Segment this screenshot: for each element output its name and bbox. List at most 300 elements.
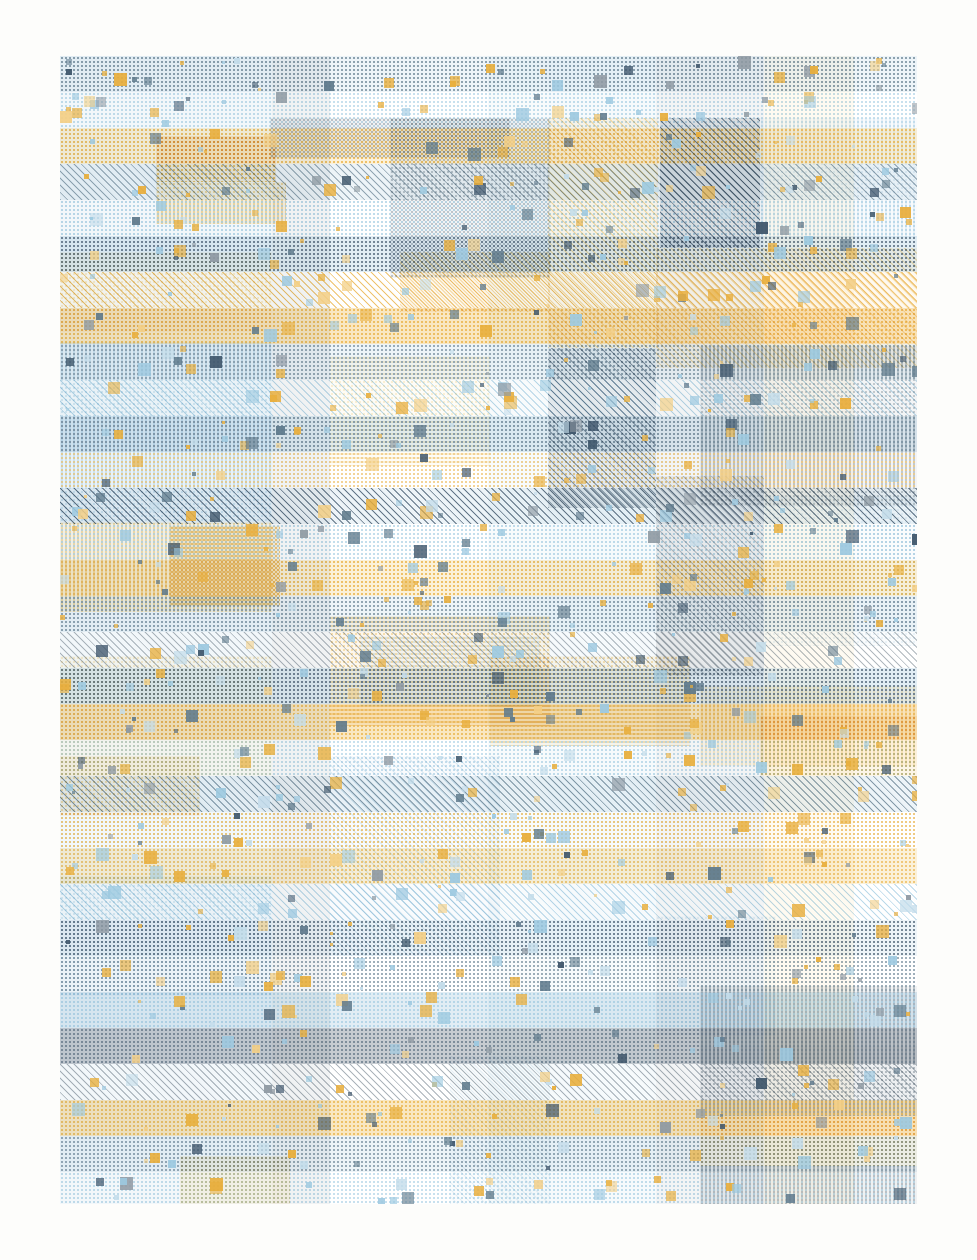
accent-square bbox=[828, 511, 833, 516]
accent-square bbox=[774, 587, 777, 590]
accent-square bbox=[264, 744, 275, 755]
accent-square bbox=[516, 922, 521, 927]
accent-square bbox=[726, 294, 733, 301]
accent-square bbox=[648, 937, 657, 946]
accent-square bbox=[144, 679, 150, 685]
accent-square bbox=[774, 247, 786, 259]
accent-square bbox=[912, 791, 917, 801]
accent-square bbox=[216, 788, 226, 798]
accent-square bbox=[96, 645, 108, 657]
accent-square bbox=[888, 699, 892, 703]
accent-square bbox=[852, 996, 858, 1002]
accent-square bbox=[570, 314, 582, 326]
accent-square bbox=[324, 786, 331, 793]
accent-square bbox=[534, 920, 547, 933]
accent-square bbox=[606, 505, 612, 511]
accent-square bbox=[792, 1103, 798, 1109]
accent-square bbox=[318, 1117, 331, 1130]
accent-square bbox=[300, 669, 308, 677]
accent-square bbox=[846, 279, 856, 289]
accent-square bbox=[648, 531, 660, 543]
accent-square bbox=[408, 314, 414, 320]
accent-square bbox=[288, 909, 297, 918]
accent-square bbox=[60, 111, 72, 123]
accent-square bbox=[558, 422, 569, 433]
accent-square bbox=[96, 313, 103, 320]
accent-square bbox=[810, 528, 816, 534]
accent-square bbox=[360, 987, 363, 990]
accent-square bbox=[186, 511, 196, 521]
accent-square bbox=[720, 469, 732, 481]
accent-square bbox=[126, 725, 133, 732]
accent-square bbox=[198, 147, 203, 152]
accent-square bbox=[336, 227, 340, 231]
accent-square bbox=[114, 430, 123, 439]
accent-square bbox=[168, 1160, 176, 1168]
accent-square bbox=[66, 784, 73, 791]
accent-square bbox=[690, 534, 702, 546]
accent-square bbox=[726, 783, 729, 786]
accent-square bbox=[534, 1034, 541, 1041]
accent-square bbox=[774, 561, 780, 567]
accent-square bbox=[264, 1085, 272, 1093]
accent-square bbox=[870, 1015, 881, 1026]
accent-square bbox=[66, 69, 72, 75]
accent-square bbox=[480, 284, 486, 290]
accent-square bbox=[78, 764, 83, 769]
accent-square bbox=[456, 969, 464, 977]
accent-square bbox=[522, 209, 533, 220]
accent-square bbox=[570, 420, 582, 432]
accent-square bbox=[90, 274, 95, 279]
accent-square bbox=[588, 360, 599, 371]
accent-square bbox=[90, 217, 93, 220]
accent-square bbox=[222, 436, 228, 442]
accent-square bbox=[756, 153, 761, 158]
accent-square bbox=[540, 69, 545, 74]
accent-square bbox=[864, 496, 874, 506]
accent-square bbox=[864, 745, 868, 749]
accent-square bbox=[822, 840, 826, 844]
accent-square bbox=[558, 962, 564, 968]
accent-square bbox=[366, 458, 379, 471]
accent-square bbox=[360, 623, 364, 627]
accent-square bbox=[804, 96, 816, 108]
accent-square bbox=[570, 112, 579, 121]
accent-square bbox=[900, 840, 906, 846]
accent-square bbox=[786, 186, 793, 193]
accent-square bbox=[72, 526, 77, 531]
accent-square bbox=[594, 1189, 605, 1200]
accent-square bbox=[444, 240, 455, 251]
accent-square bbox=[876, 925, 889, 938]
accent-square bbox=[684, 493, 696, 505]
accent-square bbox=[840, 729, 849, 738]
accent-square bbox=[720, 1136, 724, 1140]
accent-square bbox=[900, 356, 906, 362]
accent-square bbox=[258, 248, 270, 260]
accent-square bbox=[684, 383, 689, 388]
accent-square bbox=[780, 1048, 793, 1061]
accent-square bbox=[894, 1188, 906, 1200]
accent-square bbox=[552, 1086, 556, 1090]
accent-square bbox=[888, 573, 892, 577]
accent-square bbox=[660, 583, 671, 594]
accent-square bbox=[150, 1013, 156, 1019]
accent-square bbox=[276, 971, 285, 980]
accent-square bbox=[720, 361, 723, 364]
accent-square bbox=[240, 747, 249, 756]
accent-square bbox=[660, 1122, 671, 1133]
accent-square bbox=[612, 1030, 619, 1037]
accent-square bbox=[912, 585, 917, 592]
accent-square bbox=[138, 841, 142, 845]
accent-square bbox=[786, 136, 795, 145]
accent-square bbox=[192, 439, 198, 445]
accent-square bbox=[276, 785, 280, 789]
accent-square bbox=[612, 901, 625, 914]
accent-square bbox=[432, 470, 442, 480]
accent-square bbox=[822, 828, 828, 834]
accent-square bbox=[516, 994, 527, 1005]
accent-square bbox=[138, 363, 151, 376]
accent-square bbox=[528, 816, 532, 820]
accent-square bbox=[744, 592, 747, 595]
accent-square bbox=[504, 708, 513, 717]
accent-square bbox=[912, 534, 917, 545]
accent-square bbox=[426, 142, 438, 154]
accent-square bbox=[588, 970, 593, 975]
accent-square bbox=[672, 633, 675, 636]
accent-square bbox=[132, 456, 143, 467]
accent-square bbox=[564, 852, 570, 858]
accent-square bbox=[594, 168, 603, 177]
accent-square bbox=[264, 547, 268, 551]
accent-square bbox=[420, 578, 428, 586]
accent-square bbox=[762, 578, 766, 582]
accent-square bbox=[198, 650, 204, 656]
accent-square bbox=[690, 1048, 695, 1053]
accent-square bbox=[204, 150, 207, 153]
accent-square bbox=[834, 657, 842, 665]
accent-square bbox=[174, 996, 185, 1007]
accent-square bbox=[870, 900, 879, 909]
accent-square bbox=[768, 393, 780, 405]
accent-square bbox=[588, 387, 591, 390]
accent-square bbox=[270, 391, 281, 402]
accent-square bbox=[726, 185, 730, 189]
accent-square bbox=[492, 251, 504, 263]
accent-square bbox=[756, 222, 768, 234]
accent-square bbox=[384, 597, 389, 602]
accent-square bbox=[300, 530, 308, 538]
accent-square bbox=[726, 920, 734, 928]
accent-square bbox=[570, 632, 575, 637]
accent-square bbox=[888, 956, 897, 965]
accent-square bbox=[342, 511, 351, 520]
accent-square bbox=[498, 618, 507, 627]
accent-square bbox=[564, 138, 573, 147]
accent-square bbox=[780, 508, 785, 513]
accent-square bbox=[102, 968, 111, 977]
accent-square bbox=[462, 381, 474, 393]
accent-square bbox=[192, 224, 199, 231]
accent-square bbox=[558, 831, 570, 843]
accent-square bbox=[666, 872, 674, 880]
accent-square bbox=[78, 509, 88, 519]
accent-square bbox=[714, 394, 723, 403]
accent-square bbox=[912, 776, 917, 784]
accent-square bbox=[798, 1065, 809, 1076]
accent-square bbox=[858, 791, 869, 802]
accent-square bbox=[834, 740, 842, 748]
accent-square bbox=[858, 978, 862, 982]
accent-square bbox=[666, 1191, 676, 1201]
accent-square bbox=[840, 398, 851, 409]
accent-square bbox=[774, 935, 787, 948]
accent-square bbox=[870, 212, 875, 217]
accent-square bbox=[150, 866, 163, 879]
accent-square bbox=[468, 655, 477, 664]
accent-square bbox=[420, 591, 424, 595]
mark-layer bbox=[60, 56, 917, 1204]
accent-square bbox=[252, 210, 258, 216]
accent-square bbox=[288, 1150, 296, 1158]
accent-square bbox=[450, 76, 460, 86]
accent-square bbox=[480, 383, 484, 387]
accent-square bbox=[684, 461, 692, 469]
accent-square bbox=[258, 796, 270, 808]
accent-square bbox=[552, 106, 564, 118]
accent-square bbox=[222, 421, 225, 424]
accent-square bbox=[252, 327, 259, 334]
accent-square bbox=[78, 757, 85, 764]
accent-square bbox=[390, 924, 395, 929]
accent-square bbox=[282, 322, 295, 335]
accent-square bbox=[726, 993, 732, 999]
accent-square bbox=[60, 575, 69, 584]
accent-square bbox=[690, 719, 699, 728]
accent-square bbox=[138, 186, 146, 194]
accent-square bbox=[606, 328, 615, 337]
accent-square bbox=[564, 358, 568, 362]
accent-square bbox=[804, 1083, 809, 1088]
accent-square bbox=[804, 838, 809, 843]
accent-square bbox=[726, 887, 732, 893]
accent-square bbox=[672, 575, 681, 584]
accent-square bbox=[882, 348, 886, 352]
accent-square bbox=[432, 1076, 443, 1087]
accent-square bbox=[210, 971, 222, 983]
accent-square bbox=[876, 620, 883, 627]
accent-square bbox=[330, 777, 342, 789]
accent-square bbox=[858, 1146, 868, 1156]
accent-square bbox=[438, 562, 448, 572]
accent-square bbox=[798, 1156, 811, 1169]
accent-square bbox=[234, 813, 240, 819]
accent-square bbox=[234, 838, 243, 847]
accent-square bbox=[894, 565, 904, 575]
accent-square bbox=[624, 316, 628, 320]
accent-square bbox=[360, 309, 372, 321]
accent-square bbox=[90, 139, 95, 144]
accent-square bbox=[726, 428, 735, 437]
accent-square bbox=[108, 766, 116, 774]
accent-square bbox=[174, 101, 184, 111]
accent-square bbox=[846, 863, 850, 867]
accent-square bbox=[864, 1071, 875, 1082]
accent-square bbox=[348, 634, 353, 639]
accent-square bbox=[96, 1178, 104, 1186]
accent-square bbox=[156, 562, 161, 567]
accent-square bbox=[462, 539, 470, 547]
accent-square bbox=[66, 59, 72, 65]
accent-square bbox=[882, 180, 890, 188]
accent-square bbox=[498, 529, 505, 536]
accent-square bbox=[72, 93, 79, 100]
accent-square bbox=[222, 61, 225, 64]
accent-square bbox=[546, 715, 555, 724]
accent-square bbox=[258, 921, 268, 931]
accent-square bbox=[864, 1156, 870, 1162]
accent-square bbox=[822, 686, 829, 693]
accent-square bbox=[666, 81, 674, 89]
accent-square bbox=[66, 358, 74, 366]
accent-square bbox=[144, 1159, 148, 1163]
accent-square bbox=[864, 616, 869, 621]
accent-square bbox=[738, 56, 751, 69]
accent-square bbox=[624, 261, 628, 265]
accent-square bbox=[408, 1139, 412, 1143]
accent-square bbox=[156, 201, 166, 211]
accent-square bbox=[870, 188, 879, 197]
accent-square bbox=[186, 193, 190, 197]
accent-square bbox=[318, 1104, 322, 1108]
accent-square bbox=[606, 97, 613, 104]
accent-square bbox=[324, 81, 334, 91]
accent-square bbox=[642, 435, 648, 441]
accent-square bbox=[786, 1194, 795, 1203]
accent-square bbox=[474, 1186, 484, 1196]
accent-square bbox=[186, 1114, 198, 1126]
accent-square bbox=[654, 1044, 659, 1049]
accent-square bbox=[846, 967, 854, 975]
accent-square bbox=[600, 966, 610, 976]
accent-square bbox=[150, 1153, 160, 1163]
accent-square bbox=[792, 978, 798, 984]
accent-square bbox=[174, 729, 178, 733]
accent-square bbox=[768, 282, 776, 290]
accent-square bbox=[804, 965, 808, 969]
accent-square bbox=[288, 895, 295, 902]
accent-square bbox=[378, 659, 386, 667]
accent-square bbox=[534, 476, 545, 487]
accent-square bbox=[348, 922, 352, 926]
accent-square bbox=[372, 896, 376, 900]
accent-square bbox=[234, 927, 247, 940]
accent-square bbox=[540, 767, 548, 775]
accent-square bbox=[174, 357, 182, 365]
accent-square bbox=[708, 1116, 718, 1126]
accent-square bbox=[420, 187, 427, 194]
accent-square bbox=[246, 641, 254, 649]
accent-square bbox=[888, 471, 899, 482]
accent-square bbox=[552, 80, 563, 91]
accent-square bbox=[60, 615, 65, 620]
accent-square bbox=[72, 791, 75, 794]
accent-square bbox=[210, 1182, 222, 1194]
accent-square bbox=[756, 762, 767, 773]
accent-square bbox=[348, 314, 357, 323]
accent-square bbox=[480, 325, 492, 337]
accent-square bbox=[594, 331, 597, 334]
accent-square bbox=[192, 1144, 202, 1154]
accent-square bbox=[810, 349, 820, 359]
accent-square bbox=[342, 440, 351, 449]
accent-square bbox=[276, 1085, 284, 1093]
accent-square bbox=[132, 1055, 140, 1063]
accent-square bbox=[576, 219, 583, 226]
accent-square bbox=[462, 1082, 470, 1090]
accent-square bbox=[534, 492, 537, 495]
accent-square bbox=[858, 1083, 864, 1089]
accent-square bbox=[732, 612, 736, 616]
accent-square bbox=[810, 247, 817, 254]
accent-square bbox=[534, 310, 539, 315]
accent-square bbox=[126, 1074, 138, 1086]
accent-square bbox=[654, 1176, 661, 1183]
accent-square bbox=[804, 363, 812, 371]
accent-square bbox=[816, 176, 822, 182]
accent-square bbox=[138, 1000, 141, 1003]
accent-square bbox=[258, 677, 261, 680]
accent-square bbox=[834, 518, 838, 522]
accent-square bbox=[744, 579, 753, 588]
accent-square bbox=[768, 673, 776, 681]
accent-square bbox=[396, 443, 401, 448]
accent-square bbox=[300, 976, 311, 987]
accent-square bbox=[486, 1047, 492, 1053]
accent-square bbox=[222, 835, 231, 844]
accent-square bbox=[216, 471, 225, 480]
accent-square bbox=[504, 408, 511, 415]
accent-square bbox=[834, 1100, 844, 1110]
accent-square bbox=[642, 751, 647, 756]
accent-square bbox=[546, 1166, 550, 1170]
accent-square bbox=[378, 566, 383, 571]
accent-square bbox=[792, 1138, 803, 1149]
accent-square bbox=[810, 1081, 814, 1085]
accent-square bbox=[264, 1009, 275, 1020]
accent-square bbox=[510, 977, 520, 987]
accent-square bbox=[240, 757, 251, 768]
accent-square bbox=[84, 174, 89, 179]
accent-square bbox=[246, 524, 258, 536]
accent-square bbox=[96, 493, 105, 502]
accent-square bbox=[396, 1179, 407, 1190]
accent-square bbox=[486, 406, 490, 410]
accent-square bbox=[738, 434, 749, 445]
accent-square bbox=[258, 88, 261, 91]
accent-square bbox=[258, 903, 269, 914]
accent-square bbox=[534, 181, 538, 185]
accent-square bbox=[534, 1180, 543, 1189]
accent-square bbox=[630, 188, 640, 198]
accent-square bbox=[300, 239, 304, 243]
accent-square bbox=[132, 332, 138, 338]
accent-square bbox=[372, 870, 383, 881]
accent-square bbox=[462, 225, 467, 230]
